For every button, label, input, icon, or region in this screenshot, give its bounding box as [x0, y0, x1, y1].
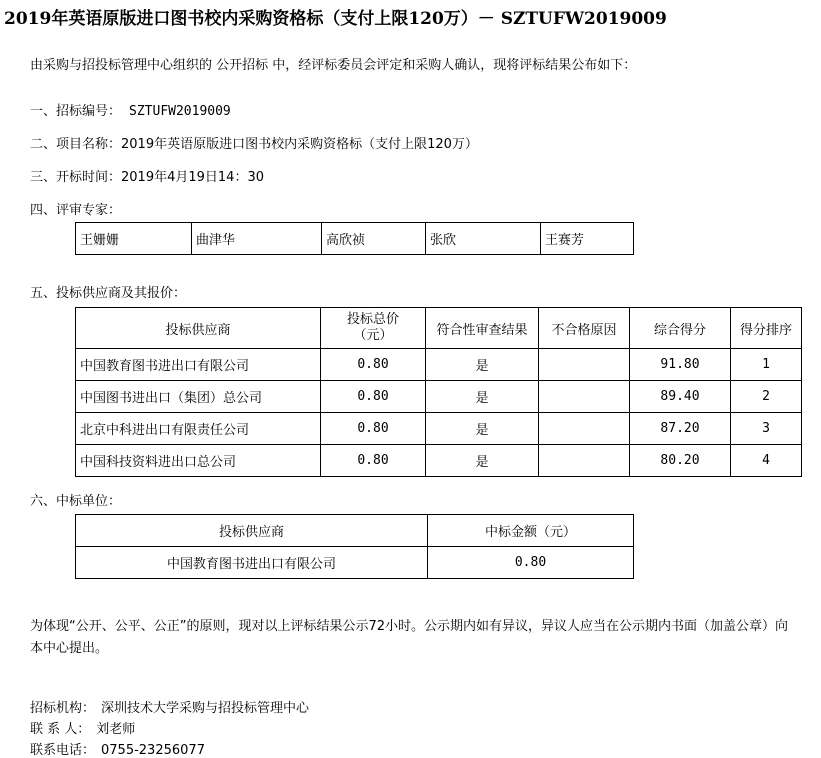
contact-person-label: 联 系 人： — [30, 722, 91, 737]
contact-phone-line — [30, 739, 205, 758]
bid-number-line — [30, 100, 231, 119]
experts-table — [75, 222, 634, 255]
score-cell: 87.20 — [630, 413, 731, 445]
bidders-label: 五、投标供应商及其报价： — [30, 286, 187, 301]
expert-name: 王赛芳 — [541, 223, 634, 255]
table-row — [76, 445, 802, 477]
experts-label: 四、评审专家： — [30, 203, 122, 218]
contact-phone-label: 联系电话： — [30, 743, 96, 758]
table-row — [76, 349, 802, 381]
rank-cell: 2 — [731, 381, 802, 413]
notice-paragraph: 为体现“公开、公平、公正”的原则，现对以上评标结果公示72小时。公示期内如有异议，异议人应当在公示期内书面（加盖公章）向本中心提出。 — [30, 619, 789, 656]
table-header-row — [76, 308, 802, 349]
score-cell: 89.40 — [630, 381, 731, 413]
score-cell: 80.20 — [630, 445, 731, 477]
reason-cell — [539, 413, 630, 445]
reason-cell — [539, 445, 630, 477]
compliance-cell: 是 — [426, 349, 539, 381]
open-time-line — [30, 166, 264, 185]
supplier-cell: 中国教育图书进出口有限公司 — [76, 349, 321, 381]
bid-number-label: 一、招标编号： — [30, 104, 122, 119]
price-cell: 0.80 — [321, 349, 426, 381]
col-header-supplier: 投标供应商 — [76, 515, 428, 547]
compliance-cell: 是 — [426, 445, 539, 477]
col-header-score: 综合得分 — [630, 308, 731, 349]
bid-results-table — [75, 307, 802, 477]
expert-name: 王姗姗 — [76, 223, 192, 255]
winner-table — [75, 514, 634, 579]
winner-supplier-cell: 中国教育图书进出口有限公司 — [76, 547, 428, 579]
col-header-compliance: 符合性审查结果 — [426, 308, 539, 349]
table-row — [76, 547, 634, 579]
price-cell: 0.80 — [321, 413, 426, 445]
reason-cell — [539, 349, 630, 381]
table-row — [76, 223, 634, 255]
supplier-cell: 北京中科进出口有限责任公司 — [76, 413, 321, 445]
page-title: 2019年英语原版进口图书校内采购资格标（支付上限120万）－ SZTUFW2019009 — [4, 9, 667, 29]
col-header-reason: 不合格原因 — [539, 308, 630, 349]
table-row — [76, 413, 802, 445]
open-time-value: 2019年4月19日14：30 — [121, 170, 264, 185]
award-amount-cell: 0.80 — [428, 547, 634, 579]
rank-cell: 4 — [731, 445, 802, 477]
expert-name: 高欣祯 — [322, 223, 426, 255]
table-row — [76, 381, 802, 413]
contact-org-line — [30, 697, 309, 716]
contact-phone-value: 0755-23256077 — [101, 743, 205, 758]
reason-cell — [539, 381, 630, 413]
contact-org-label: 招标机构： — [30, 701, 96, 716]
contact-org-value: 深圳技术大学采购与招投标管理中心 — [101, 701, 310, 716]
supplier-cell: 中国图书进出口（集团）总公司 — [76, 381, 321, 413]
col-header-price: 投标总价 （元） — [321, 308, 426, 349]
project-name-line — [30, 133, 478, 152]
contact-person-line — [30, 718, 135, 737]
rank-cell: 1 — [731, 349, 802, 381]
col-header-supplier: 投标供应商 — [76, 308, 321, 349]
project-name-label: 二、项目名称： — [30, 137, 122, 152]
intro-text: 由采购与招投标管理中心组织的 公开招标 中，经评标委员会评定和采购人确认，现将评标结果公布如下： — [30, 58, 637, 73]
contact-person-value: 刘老师 — [96, 722, 136, 737]
score-cell: 91.80 — [630, 349, 731, 381]
price-cell: 0.80 — [321, 445, 426, 477]
open-time-label: 三、开标时间： — [30, 170, 122, 185]
expert-name: 曲津华 — [192, 223, 322, 255]
compliance-cell: 是 — [426, 381, 539, 413]
col-header-rank: 得分排序 — [731, 308, 802, 349]
compliance-cell: 是 — [426, 413, 539, 445]
col-header-award-amount: 中标金额（元） — [428, 515, 634, 547]
price-cell: 0.80 — [321, 381, 426, 413]
winner-label: 六、中标单位： — [30, 494, 122, 509]
rank-cell: 3 — [731, 413, 802, 445]
bid-number-value: SZTUFW2019009 — [129, 104, 231, 119]
table-header-row — [76, 515, 634, 547]
supplier-cell: 中国科技资料进出口总公司 — [76, 445, 321, 477]
expert-name: 张欣 — [426, 223, 541, 255]
project-name-value: 2019年英语原版进口图书校内采购资格标（支付上限120万） — [121, 137, 478, 152]
